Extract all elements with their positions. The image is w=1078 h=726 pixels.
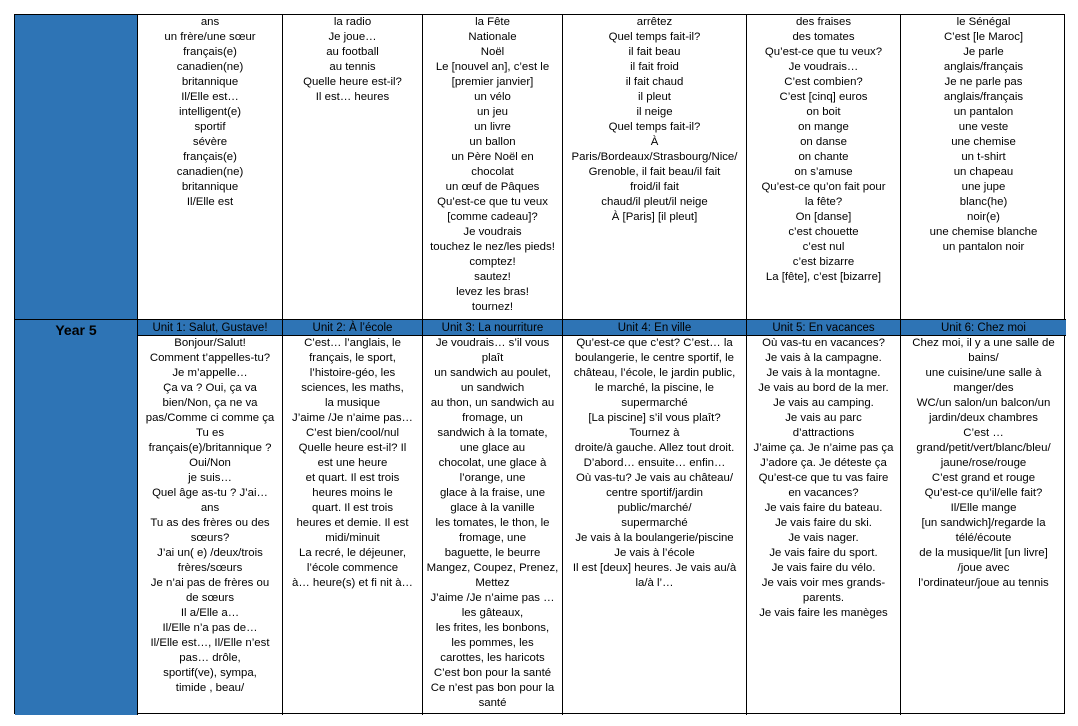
cell-line: et quart. Il est trois (305, 472, 400, 484)
cell-line: Je vais nager. (788, 532, 859, 544)
cell-line: un Père Noël en (451, 151, 534, 163)
cell-line: J’aime ça. Je n’aime pas ça (753, 442, 894, 454)
cell-line: Je vais à la montagne. (766, 367, 881, 379)
cell-line: La [fête], c’est [bizarre] (765, 271, 882, 283)
cell-line: c’est nul (802, 241, 845, 253)
cell-line: Où vas-tu en vacances? (762, 337, 885, 349)
cell-line: pas/Comme ci comme ça (145, 412, 275, 424)
cell-line: un pantalon noir (942, 241, 1025, 253)
cell-line: [comme cadeau]? (447, 211, 538, 223)
cell-line: ans (200, 16, 220, 28)
cell-line: anglais/français (943, 61, 1024, 73)
cell-line: comptez! (469, 256, 516, 268)
cell-line: Quel temps fait-il? (608, 31, 701, 43)
cell-line: Je joue… (328, 31, 377, 43)
cell-line: sportif (194, 121, 226, 133)
cell-line: C’est grand et rouge (931, 472, 1036, 484)
cell-line: plaît (481, 352, 504, 364)
cell-line: J’ai un( e) /deux/trois (157, 547, 263, 559)
cell-line: français(e)/britannique ? (148, 442, 272, 454)
cell-line: le Sénégal (956, 16, 1011, 28)
cell-line: au tennis (329, 61, 376, 73)
cell-line: public/marché/ (617, 502, 692, 514)
cell-line: les frites, les bonbons, (435, 622, 550, 634)
cell-line: la/à l’… (635, 577, 674, 589)
unit-5-content (747, 336, 901, 715)
cell-line: touchez le nez/les pieds! (430, 241, 555, 253)
cell-line: il fait chaud (625, 76, 684, 88)
cell-line: C’est bien/cool/nul (305, 427, 400, 439)
cell-line: baguette, le beurre (444, 547, 541, 559)
cell-line: boulangerie, le centre sportif, le (575, 352, 734, 364)
cell-line: un sandwich au poulet, (434, 367, 551, 379)
cell-line: un œuf de Pâques (445, 181, 540, 193)
unit-1-content (138, 336, 283, 715)
cell-line: [un sandwich]/regarde la (921, 517, 1046, 529)
cell-line: Je vais à la campagne. (765, 352, 882, 364)
cell-line: chocolat (471, 166, 514, 178)
cell-line: c’est bizarre (792, 256, 855, 268)
cell-line: chocolat, une glace à (438, 457, 547, 469)
cell-line: À (650, 136, 659, 148)
cell-line: est une heure (317, 457, 388, 469)
cell-line: on danse (800, 136, 847, 148)
cell-line: Quelle heure est-il? Il (298, 442, 407, 454)
cell-line: Il/Elle est…, Il/Elle n’est (150, 637, 270, 649)
cell-line: Je vais à l’école (614, 547, 695, 559)
cell-line: glace à la vanille (450, 502, 535, 514)
cell-line: on chante (798, 151, 849, 163)
cell-line: Il/Elle est (186, 196, 234, 208)
cell-line: ans (200, 502, 220, 514)
cell-line: Qu’est-ce qu’on fait pour (761, 181, 886, 193)
cell-line: C’est [le Maroc] (943, 31, 1024, 43)
unit-header-1: Unit 1: Salut, Gustave! (138, 320, 283, 336)
cell-line: château, l’école, le jardin public, (573, 367, 736, 379)
cell-line: français(e) (183, 46, 237, 58)
cell-line: des fraises (795, 16, 852, 28)
cell-line: Il/Elle est… (181, 91, 239, 103)
cell-line: C’est [cinq] euros (779, 91, 868, 103)
cell-line: il fait froid (630, 61, 679, 73)
top-col-3 (423, 15, 563, 320)
cell-line: un frère/une sœur (164, 31, 256, 43)
cell-line: canadien(ne) (176, 61, 244, 73)
cell-line: Qu’est-ce que tu vas faire (758, 472, 889, 484)
cell-line: d’attractions (792, 427, 855, 439)
cell-line: Noël (480, 46, 505, 58)
cell-line: Il a/Elle a… (180, 607, 240, 619)
cell-line: grand/petit/vert/blanc/bleu/ (916, 442, 1051, 454)
top-col-6 (901, 15, 1066, 320)
cell-line: le marché, la piscine, le (594, 382, 715, 394)
unit-header-4: Unit 4: En ville (563, 320, 747, 336)
cell-line: un chapeau (953, 166, 1014, 178)
cell-line: de la musique/lit [un livre] (919, 547, 1048, 559)
cell-line: bien/Non, ça ne va (162, 397, 258, 409)
cell-line: Je vais voir mes grands- (761, 577, 886, 589)
unit-4-content (563, 336, 747, 715)
cell-line: Je vais au bord de la mer. (758, 382, 889, 394)
cell-line: Qu’est-ce que tu veux? (764, 46, 883, 58)
cell-line: un t-shirt (961, 151, 1006, 163)
unit-3-content (423, 336, 563, 715)
cell-line: supermarché (621, 517, 688, 529)
cell-line: [La piscine] s’il vous plaît? (588, 412, 721, 424)
cell-line: Où vas-tu? Je vais au château/ (575, 472, 734, 484)
cell-line: bains/ (968, 352, 999, 364)
cell-line: Quelle heure est-il? (303, 76, 402, 88)
cell-line: [premier janvier] (451, 76, 534, 88)
cell-line: Il/Elle mange (950, 502, 1017, 514)
cell-line: on mange (798, 121, 849, 133)
cell-line: Nationale (468, 31, 517, 43)
cell-line: jaune/rose/rouge (940, 457, 1027, 469)
cell-line: chaud/il pleut/il neige (601, 196, 708, 208)
cell-line: santé (478, 697, 507, 709)
cell-line: Je vais au camping. (773, 397, 874, 409)
cell-line: la musique (324, 397, 381, 409)
cell-line: sandwich à la tomate, (437, 427, 548, 439)
cell-line: la fête? (804, 196, 843, 208)
cell-line: il fait beau (628, 46, 681, 58)
cell-line: en vacances? (788, 487, 859, 499)
cell-line: un ballon (469, 136, 516, 148)
cell-line: fromage, un (462, 412, 523, 424)
year-column-blank (15, 15, 138, 320)
cell-line: Je vais faire du vélo. (771, 562, 876, 574)
cell-line: un jeu (476, 106, 509, 118)
cell-line: Quel âge as-tu ? J’ai… (152, 487, 268, 499)
cell-line: une chemise (951, 136, 1016, 148)
cell-line: Il est… heures (315, 91, 390, 103)
cell-line: midi/minuit (325, 532, 380, 544)
cell-line: au thon, un sandwich au (430, 397, 555, 409)
cell-line: levez les bras! (456, 286, 529, 298)
cell-line: au football (326, 46, 379, 58)
cell-line: noir(e) (967, 211, 1000, 223)
cell-line: blanc(he) (959, 196, 1008, 208)
cell-line: sciences, les maths, (301, 382, 404, 394)
unit-header-6: Unit 6: Chez moi (901, 320, 1066, 336)
cell-line: C’est combien? (784, 76, 863, 88)
cell-line: l’ordinateur/joue au tennis (918, 577, 1049, 589)
cell-line: J’aime /Je n’aime pas… (292, 412, 413, 424)
cell-line: Il/Elle n’a pas de… (162, 622, 258, 634)
cell-line: fromage, une (458, 532, 527, 544)
cell-line: un vélo (474, 91, 511, 103)
unit-6-content (901, 336, 1066, 715)
cell-line: Comment t’appelles-tu? (149, 352, 271, 364)
cell-line: canadien(ne) (176, 166, 244, 178)
unit-header-5: Unit 5: En vacances (747, 320, 901, 336)
cell-line: sportif(ve), sympa, (163, 667, 257, 679)
cell-line: une chemise blanche (929, 226, 1038, 238)
cell-line: supermarché (621, 397, 688, 409)
cell-line: de sœurs (185, 592, 235, 604)
cell-line: il neige (636, 106, 673, 118)
cell-line: Paris/Bordeaux/Strasbourg/Nice/ (571, 151, 738, 163)
cell-line: des tomates (792, 31, 855, 43)
unit-2-content (283, 336, 423, 715)
cell-line: Chez moi, il y a une salle de (912, 337, 1055, 349)
cell-line: français, le sport, (309, 352, 396, 364)
cell-line: Je n’ai pas de frères ou (150, 577, 270, 589)
cell-line: Je ne parle pas (944, 76, 1023, 88)
cell-line: Je voudrais (463, 226, 522, 238)
cell-line: Oui/Non (189, 457, 231, 469)
cell-line: c’est chouette (788, 226, 859, 238)
cell-line: Ce n’est pas bon pour la (430, 682, 555, 694)
cell-line: à… heure(s) et fi nit à… (292, 577, 413, 589)
cell-line: Mettez (475, 577, 510, 589)
cell-line: Tu as des frères ou des (150, 517, 270, 529)
cell-line: une glace au (459, 442, 526, 454)
cell-line: froid/il fait (630, 181, 679, 193)
cell-line: sœurs? (190, 532, 230, 544)
cell-line: l’école commence (306, 562, 399, 574)
cell-line: on boit (806, 106, 841, 118)
cell-line: l’orange, une (459, 472, 526, 484)
cell-line: À [Paris] [il pleut] (611, 211, 698, 223)
cell-line: un pantalon (953, 106, 1014, 118)
top-col-1 (138, 15, 283, 320)
cell-line: un sandwich (460, 382, 525, 394)
cell-line: heures moins le (312, 487, 393, 499)
cell-line: Je vais faire les manèges (759, 607, 888, 619)
cell-line: une cuisine/une salle à (925, 367, 1042, 379)
cell-line: Tournez à (629, 427, 680, 439)
cell-line: Mangez, Coupez, Prenez, (426, 562, 559, 574)
cell-line: /joue avec (957, 562, 1010, 574)
cell-line: la radio (333, 16, 372, 28)
cell-line: Grenoble, il fait beau/il fait (588, 166, 721, 178)
cell-line: sévère (192, 136, 228, 148)
unit-header-3: Unit 3: La nourriture (423, 320, 563, 336)
cell-line: pas… drôle, (179, 652, 241, 664)
cell-line: britannique (181, 76, 239, 88)
cell-line: la Fête (475, 16, 510, 28)
unit-header-2: Unit 2: À l’école (283, 320, 423, 336)
cell-line: Je vais faire du ski. (775, 517, 872, 529)
cell-line: Qu’est-ce que c’est? C’est… la (576, 337, 733, 349)
cell-line: C’est bon pour la santé (433, 667, 552, 679)
cell-line: tournez! (471, 301, 514, 313)
cell-line: les gâteaux, (461, 607, 524, 619)
cell-line: britannique (181, 181, 239, 193)
cell-line: une jupe (961, 181, 1006, 193)
cell-line: frères/sœurs (177, 562, 243, 574)
cell-line: La recré, le déjeuner, (298, 547, 406, 559)
cell-line: les pommes, les (451, 637, 534, 649)
cell-line: Ça va ? Oui, ça va (163, 382, 257, 394)
top-col-2 (283, 15, 423, 320)
cell-line: l’histoire-géo, les (309, 367, 396, 379)
cell-line: parents. (802, 592, 845, 604)
cell-line: un livre (474, 121, 511, 133)
cell-line: WC/un salon/un balcon/un (916, 397, 1051, 409)
cell-line: Quel temps fait-il? (608, 121, 701, 133)
cell-line: Qu’est-ce que tu veux (437, 196, 548, 208)
top-col-5 (747, 15, 901, 320)
cell-line: les tomates, le thon, le (435, 517, 550, 529)
cell-line: Je vais faire du bateau. (764, 502, 883, 514)
cell-line: droite/à gauche. Allez tout droit. (574, 442, 735, 454)
cell-line: manger/des (953, 382, 1014, 394)
cell-line: Je vais au parc (785, 412, 862, 424)
cell-line: une veste (958, 121, 1009, 133)
cell-line: Je parle (963, 46, 1004, 58)
cell-line: Qu’est-ce qu’il/elle fait? (924, 487, 1043, 499)
cell-line: Je vais à la boulangerie/piscine (575, 532, 734, 544)
cell-line: Je voudrais… (788, 61, 859, 73)
cell-line: C’est… l’anglais, le (304, 337, 401, 349)
cell-line: Je m’appelle… (172, 367, 248, 379)
cell-line: Bonjour/Salut! (174, 337, 246, 349)
cell-line: J’aime /Je n’aime pas … (430, 592, 555, 604)
cell-line: Il est [deux] heures. Je vais au/à (572, 562, 737, 574)
top-col-4 (563, 15, 747, 320)
cell-line: télé/écoute (955, 532, 1012, 544)
cell-line: C’est … (963, 427, 1004, 439)
cell-line: je suis… (188, 472, 232, 484)
cell-line: centre sportif/jardin (606, 487, 703, 499)
cell-line: J’adore ça. Je déteste ça (760, 457, 887, 469)
cell-line: timide , beau/ (175, 682, 245, 694)
cell-line: heures et demie. Il est (296, 517, 409, 529)
year-label: Year 5 (15, 320, 138, 715)
cell-line: intelligent(e) (178, 106, 242, 118)
cell-line: Le [nouvel an], c’est le (435, 61, 550, 73)
cell-line: D’abord… ensuite… enfin… (583, 457, 726, 469)
cell-line: Tu es (195, 427, 225, 439)
cell-line: carottes, les haricots (440, 652, 545, 664)
cell-line: arrêtez (636, 16, 673, 28)
cell-line: jardin/deux chambres (929, 412, 1038, 424)
cell-line: Je vais faire du sport. (769, 547, 878, 559)
cell-line: il pleut (638, 91, 671, 103)
cell-line: glace à la fraise, une (439, 487, 546, 499)
cell-line: français(e) (183, 151, 237, 163)
curriculum-table (14, 14, 1065, 714)
cell-line: On [danse] (795, 211, 852, 223)
cell-line: on s’amuse (794, 166, 853, 178)
cell-line: anglais/français (943, 91, 1024, 103)
cell-line: quart. Il est trois (311, 502, 394, 514)
cell-line: Je voudrais… s’il vous (435, 337, 550, 349)
cell-line: sautez! (474, 271, 511, 283)
